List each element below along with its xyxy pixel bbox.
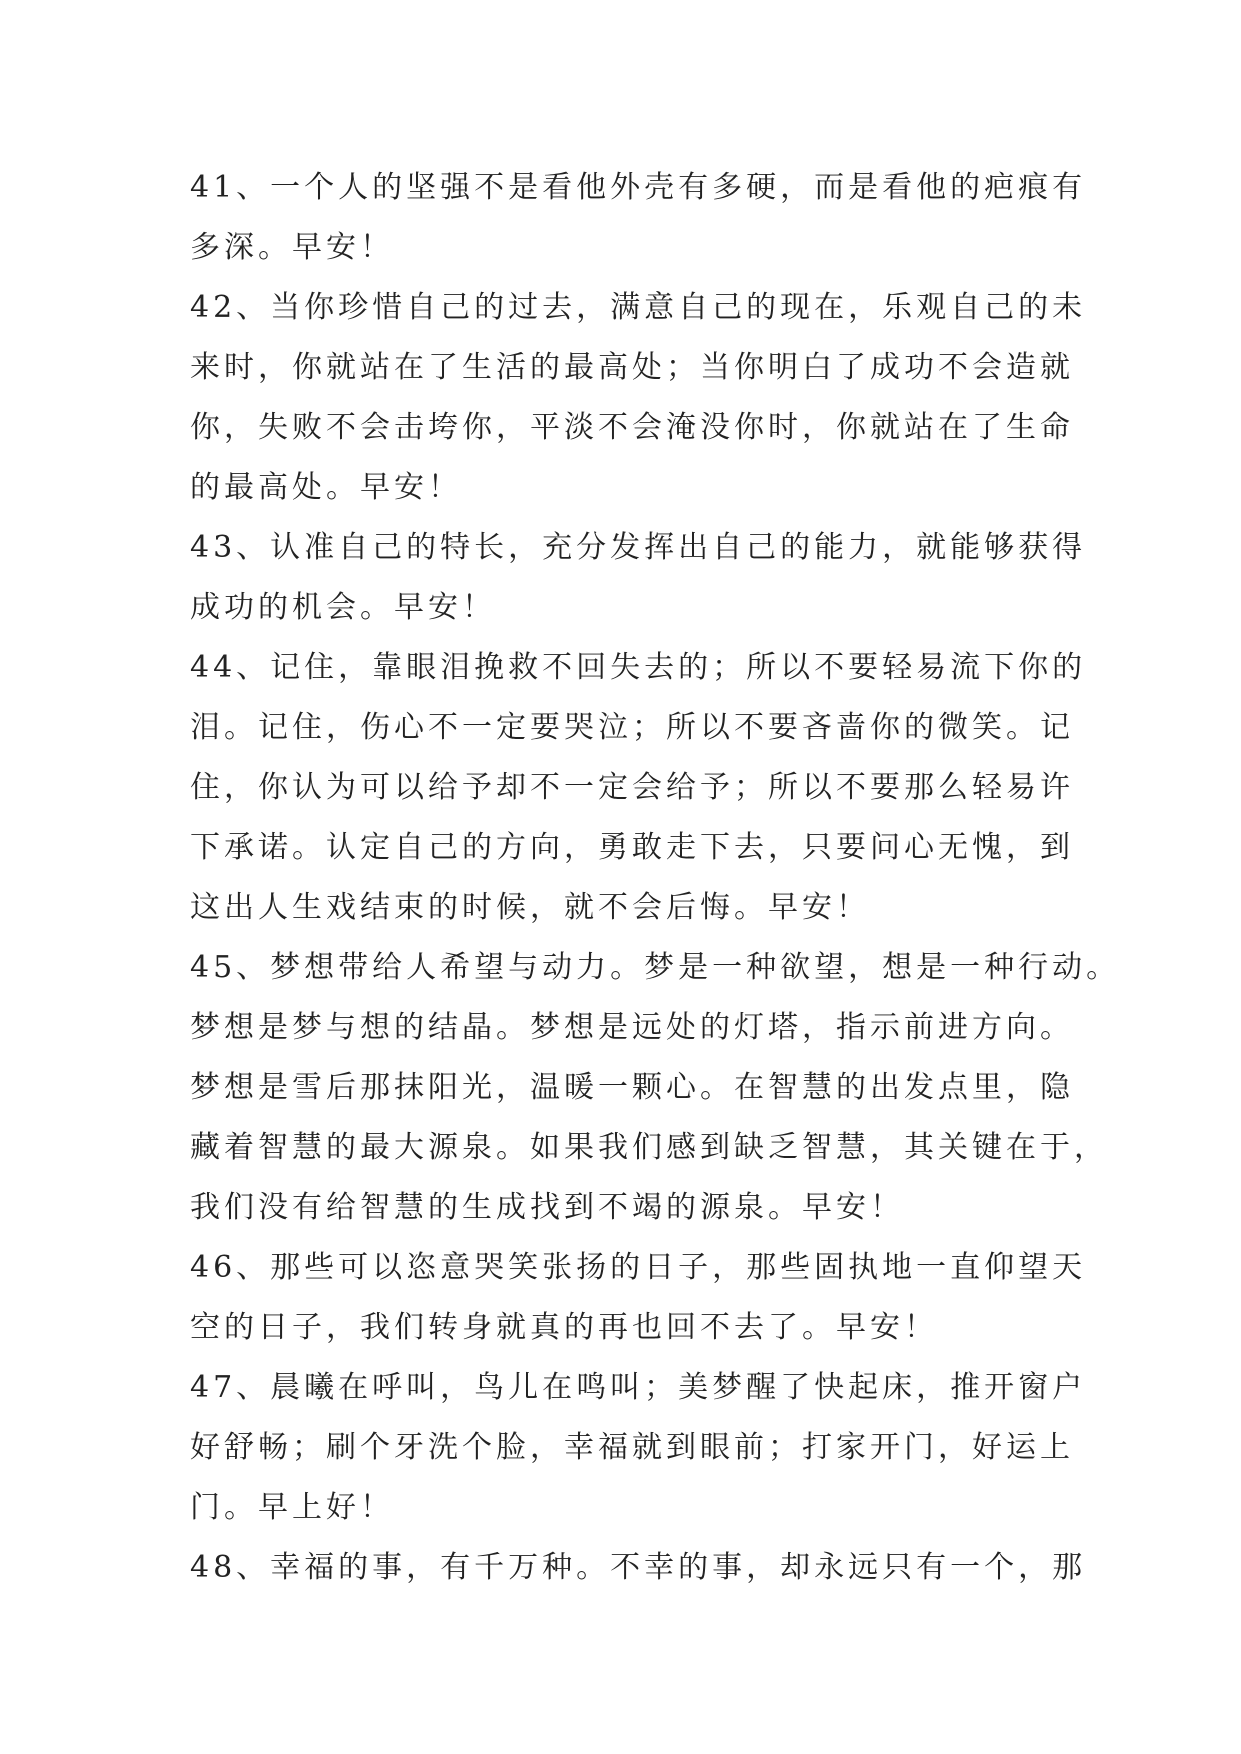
text-line: 多深。早安！	[190, 230, 394, 265]
text-line: 藏着智慧的最大源泉。如果我们感到缺乏智慧，其关键在于，	[190, 1130, 1108, 1165]
body-text	[190, 158, 1121, 1598]
text-line: 你，失败不会击垮你，平淡不会淹没你时，你就站在了生命	[190, 410, 1074, 445]
text-line: 好舒畅；刷个牙洗个脸，幸福就到眼前；打家开门，好运上	[190, 1430, 1074, 1465]
text-line: 梦想是雪后那抹阳光，温暖一颗心。在智慧的出发点里，隐	[190, 1070, 1074, 1105]
text-line: 44、记住，靠眼泪挽救不回失去的；所以不要轻易流下你的	[190, 650, 1087, 685]
text-line: 我们没有给智慧的生成找到不竭的源泉。早安！	[190, 1190, 904, 1225]
text-line: 泪。记住，伤心不一定要哭泣；所以不要吝啬你的微笑。记	[190, 710, 1074, 745]
text-line: 的最高处。早安！	[190, 470, 462, 505]
text-line: 空的日子，我们转身就真的再也回不去了。早安！	[190, 1310, 938, 1345]
text-line: 43、认准自己的特长，充分发挥出自己的能力，就能够获得	[190, 530, 1087, 565]
text-line: 47、晨曦在呼叫，鸟儿在鸣叫；美梦醒了快起床，推开窗户	[190, 1370, 1087, 1405]
text-line: 来时，你就站在了生活的最高处；当你明白了成功不会造就	[190, 350, 1074, 385]
text-line: 48、幸福的事，有千万种。不幸的事，却永远只有一个，那	[190, 1550, 1087, 1585]
text-line: 42、当你珍惜自己的过去，满意自己的现在，乐观自己的未	[190, 290, 1087, 325]
text-line: 梦想是梦与想的结晶。梦想是远处的灯塔，指示前进方向。	[190, 1010, 1074, 1045]
text-line: 46、那些可以恣意哭笑张扬的日子，那些固执地一直仰望天	[190, 1250, 1087, 1285]
text-line: 45、梦想带给人希望与动力。梦是一种欲望，想是一种行动。	[190, 950, 1121, 985]
text-line: 住，你认为可以给予却不一定会给予；所以不要那么轻易许	[190, 770, 1074, 805]
text-line: 门。早上好！	[190, 1490, 394, 1525]
text-line: 成功的机会。早安！	[190, 590, 496, 625]
text-line: 41、一个人的坚强不是看他外壳有多硬，而是看他的疤痕有	[190, 170, 1087, 205]
text-line: 这出人生戏结束的时候，就不会后悔。早安！	[190, 890, 870, 925]
text-line: 下承诺。认定自己的方向，勇敢走下去，只要问心无愧，到	[190, 830, 1074, 865]
